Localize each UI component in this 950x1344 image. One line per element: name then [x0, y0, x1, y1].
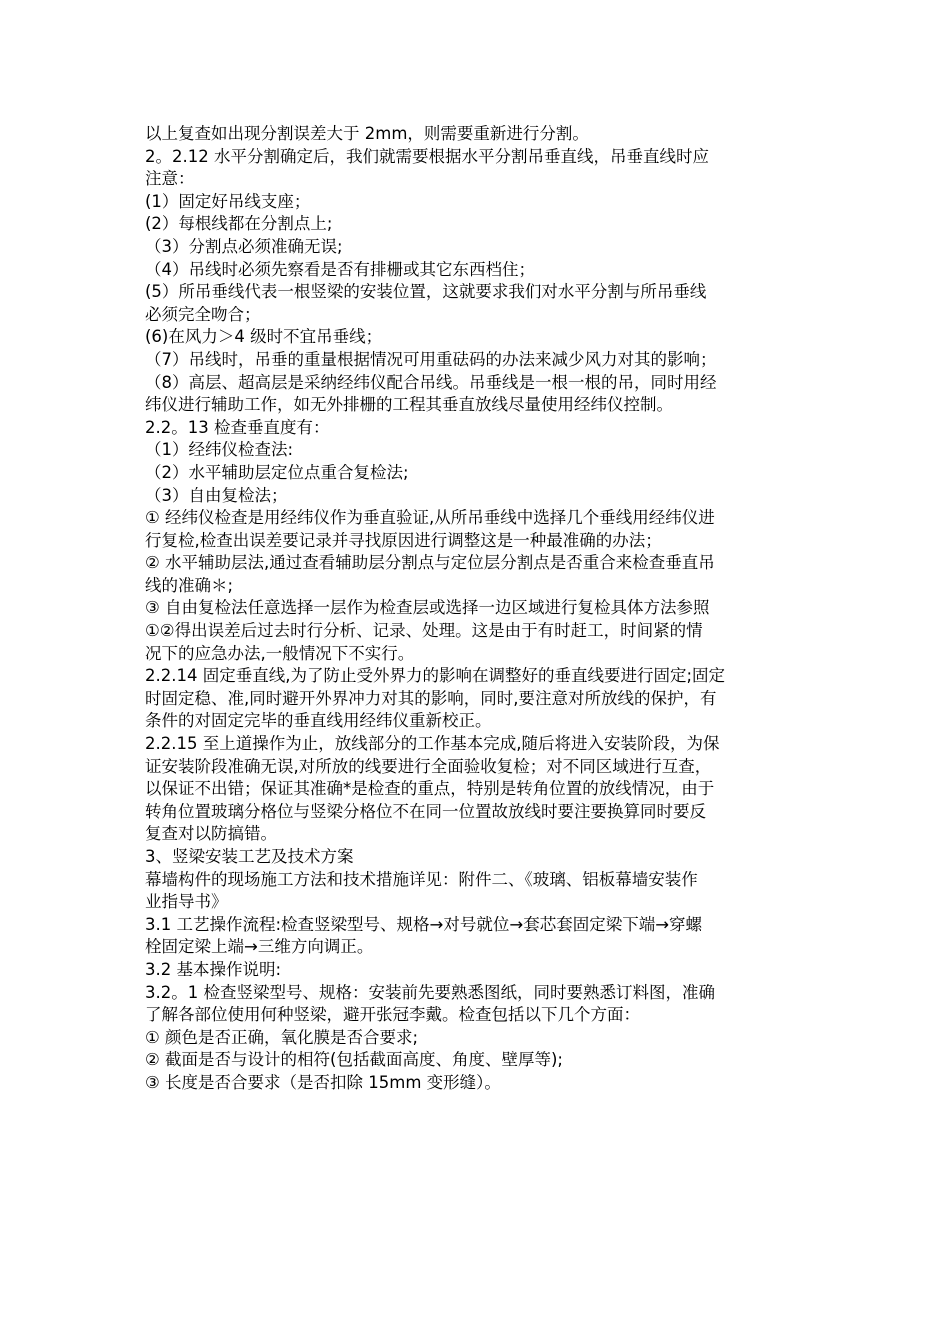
text-line: ① 经纬仪检查是用经纬仪作为垂直验证,从所吊垂线中选择几个垂线用经纬仪进: [145, 508, 715, 528]
text-line: （8）高层、超高层是采纳经纬仪配合吊线。吊垂线是一根一根的吊，同时用经: [145, 372, 717, 392]
text-line: 时固定稳、准,同时避开外界冲力对其的影响，同时,要注意对所放线的保护，有: [145, 688, 717, 708]
text-line: 证安装阶段准确无误,对所放的线要进行全面验收复检；对不同区域进行互查，: [145, 756, 712, 776]
text-line: 条件的对固定完毕的垂直线用经纬仪重新校正。: [145, 711, 492, 731]
text-line: ③ 自由复检法任意选择一层作为检查层或选择一边区域进行复检具体方法参照: [145, 598, 710, 618]
text-line: 2.2.15 至上道操作为止，放线部分的工作基本完成,随后将进入安装阶段，为保: [145, 734, 720, 754]
text-line: ①②得出误差后过去时行分析、记录、处理。这是由于有时赶工，时间紧的情: [145, 621, 703, 641]
text-line: 3.2。1 检查竖梁型号、规格：安装前先要熟悉图纸，同时要熟悉订料图，准确: [145, 982, 715, 1002]
text-line: 2。2.12 水平分割确定后，我们就需要根据水平分割吊垂直线，吊垂直线时应: [145, 146, 709, 166]
text-line: 线的准确＊;: [145, 575, 234, 595]
section-heading: 3、竖梁安装工艺及技术方案: [145, 847, 354, 866]
text-line: 2.2。13 检查垂直度有：: [145, 417, 330, 437]
text-line: ② 截面是否与设计的相符(包括截面高度、角度、壁厚等);: [145, 1050, 563, 1070]
text-line: 复查对以防搞错。: [145, 824, 277, 844]
text-line: 况下的应急办法,一般情况下不实行。: [145, 643, 415, 663]
text-line: ② 水平辅助层法,通过查看辅助层分割点与定位层分割点是否重合来检查垂直吊: [145, 553, 715, 573]
text-line: 以保证不出错；保证其准确*是检查的重点，特别是转角位置的放线情况，由于: [145, 779, 715, 799]
text-line: 必须完全吻合；: [145, 304, 261, 324]
text-line: ① 颜色是否正确，氧化膜是否合要求;: [145, 1027, 419, 1047]
text-line: (6)在风力＞4 级时不宜吊垂线；: [145, 327, 383, 347]
text-line: (5）所吊垂线代表一根竖梁的安装位置，这就要求我们对水平分割与所吊垂线: [145, 282, 707, 302]
text-line: 3.1 工艺操作流程:检查竖梁型号、规格→对号就位→套芯套固定梁下端→穿螺: [145, 914, 703, 934]
text-line: 行复检,检查出误差要记录并寻找原因进行调整这是一种最准确的办法；: [145, 530, 662, 550]
text-line: （3）自由复检法；: [145, 485, 288, 505]
text-line: 幕墙构件的现场施工方法和技术措施详见：附件二、《玻璃、铝板幕墙安装作: [145, 869, 698, 889]
text-line: 栓固定梁上端→三维方向调正。: [145, 937, 374, 957]
text-line: （1）经纬仪检查法:: [145, 440, 294, 460]
text-line: 以上复查如出现分割误差大于 2mm，则需要重新进行分割。: [145, 124, 589, 143]
text-line: (1）固定好吊线支座；: [145, 191, 311, 211]
document-page: [145, 123, 810, 1095]
text-line: 转角位置玻璃分格位与竖梁分格位不在同一位置故放线时要注要换算同时要反: [145, 801, 706, 821]
text-line: 2.2.14 固定垂直线,为了防止受外界力的影响在调整好的垂直线要进行固定;固定: [145, 666, 726, 686]
text-line: （3）分割点必须准确无误;: [145, 236, 343, 256]
text-line: 业指导书》: [145, 892, 228, 912]
text-line: ③ 长度是否合要求（是否扣除 15mm 变形缝）。: [145, 1072, 501, 1092]
text-line: （2）水平辅助层定位点重合复检法;: [145, 462, 409, 482]
text-line: 注意：: [145, 169, 195, 189]
text-line: (2）每根线都在分割点上;: [145, 214, 333, 234]
text-line: 了解各部位使用何种竖梁，避开张冠李戴。检查包括以下几个方面：: [145, 1005, 640, 1025]
text-line: （7）吊线时，吊垂的重量根据情况可用重砝码的办法来减少风力对其的影响；: [145, 349, 717, 369]
text-line: （4）吊线时必须先察看是否有排栅或其它东西档住；: [145, 259, 535, 279]
text-line: 纬仪进行辅助工作，如无外排栅的工程其垂直放线尽量使用经纬仪控制。: [145, 395, 673, 415]
text-line: 3.2 基本操作说明:: [145, 959, 282, 979]
